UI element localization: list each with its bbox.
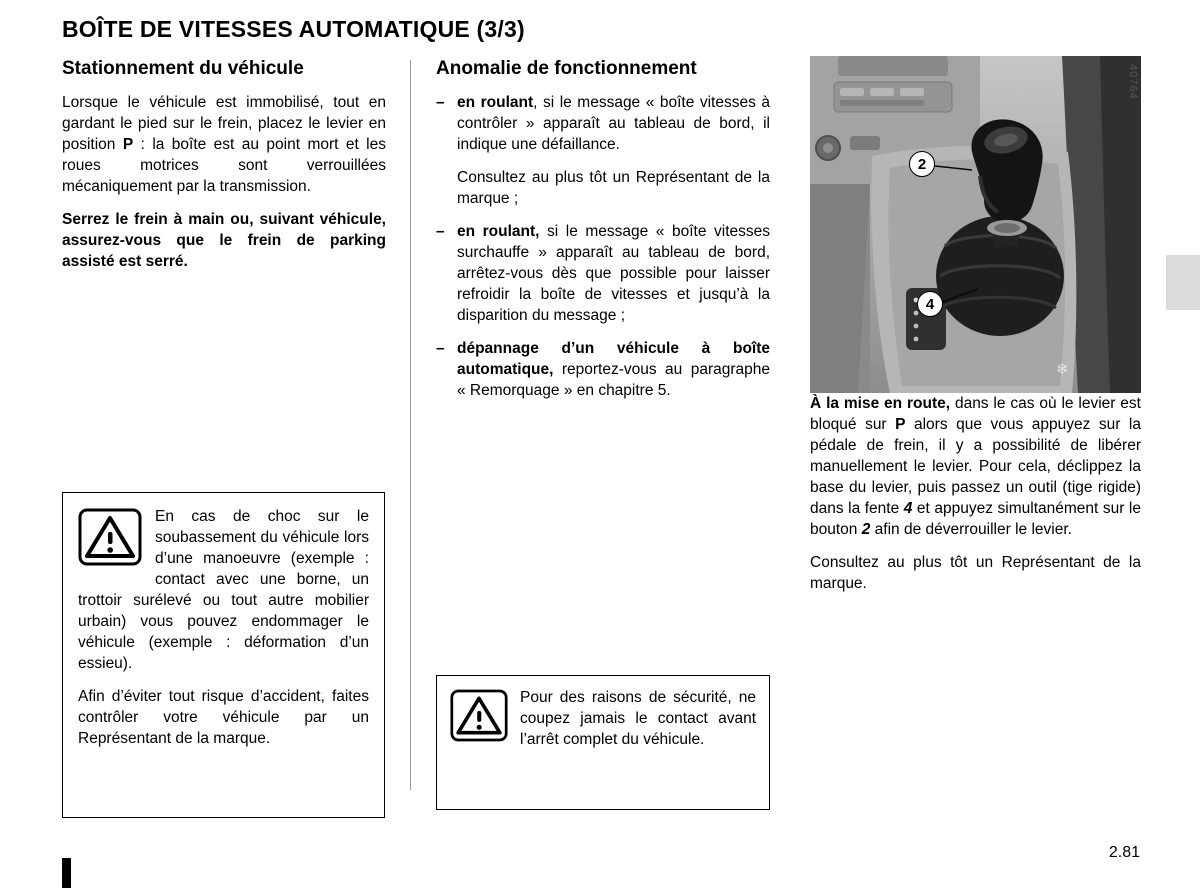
page-number: 2.81 [1108, 844, 1140, 861]
gear-position-p: P [895, 416, 906, 433]
gear-lever-photo [810, 56, 1141, 393]
gear-position-p: P [122, 136, 134, 153]
warning-underbody-text-1: En cas de choc sur le soubassement du véhicule lors d’une manoeuvre (exemple : contact avec une borne, un trottoir surélevé ou tout autre mobilier urbain) vous pouvez endommager le véhicule (exemple : déformation d’un essieu). [78, 508, 369, 672]
binding-mark [62, 858, 71, 888]
caption-lead: À la mise en route, [810, 395, 951, 412]
page-title: BOÎTE DE VITESSES AUTOMATIQUE (3/3) [62, 16, 525, 42]
button-ref-2: 2 [861, 521, 871, 538]
bullet-2-lead: en roulant, [457, 223, 540, 240]
caption-text: dans le cas où le levier est bloqué sur [810, 395, 1141, 433]
warning-ignition-text: Pour des raisons de sécurité, ne coupez jamais le contact avant l’arrêt complet du véhicule. [520, 689, 756, 748]
bullet-item-3 [436, 338, 770, 401]
chapter-edge-tab [1166, 255, 1200, 310]
section-heading-parking: Stationnement du véhicule [62, 58, 304, 79]
bullet-1-extra: Consultez au plus tôt un Représentant de la marque ; [457, 169, 770, 207]
callout-4: 4 [917, 291, 943, 317]
bullet-item-2 [436, 221, 770, 326]
bullet-1-lead: en roulant [457, 94, 534, 111]
bullet-2-rest: si le message « boîte vitesses surchauffe » apparaît au tableau de bord, arrêtez-vous dès que possible pour laisser refroidir la boîte de vitesses et jusqu’à la disparition du message ; [457, 223, 770, 324]
parking-p1-text-cont: : la boîte est au point mort et les roues motrices sont verrouillées mécaniquement par la transmission. [62, 136, 387, 195]
bullet-2-text [457, 221, 770, 326]
parking-paragraph-1 [62, 92, 386, 197]
callout-2: 2 [909, 151, 935, 177]
bullet-dash: – [436, 94, 445, 111]
middle-column [436, 58, 770, 413]
gear-lever-illustration [810, 56, 1141, 393]
svg-text:❄: ❄ [1056, 360, 1069, 378]
caption-text-4: afin de déverrouiller le levier. [870, 521, 1072, 538]
warning-underbody-text-2: Afin d’éviter tout risque d’accident, faites contrôler votre véhicule par un Représentant de la marque. [78, 688, 369, 747]
warning-box-underbody [62, 492, 385, 818]
bullet-3-text [457, 338, 770, 401]
bullet-3-lead: dépannage d’un véhicule à boîte automatique, [457, 340, 770, 378]
bullet-dash: – [436, 340, 445, 357]
parking-paragraph-2: Serrez le frein à main ou, suivant véhicule, assurez-vous que le frein de parking assisté est serré. [62, 211, 386, 270]
bullet-dash: – [436, 223, 445, 240]
slot-ref-4: 4 [903, 500, 913, 517]
left-column [62, 58, 386, 284]
consult-dealer-paragraph: Consultez au plus tôt un Représentant de la marque. [810, 554, 1141, 592]
photo-reference-number: 40764 [1127, 64, 1139, 100]
caption-text-3: et appuyez simultanément sur le bouton [810, 500, 1141, 538]
warning-triangle-icon [78, 508, 142, 566]
release-procedure-paragraph [810, 393, 1141, 540]
bullet-1-rest: , si le message « boîte vitesses à contrôler » apparaît au tableau de bord, il indique une défaillance. [457, 94, 770, 153]
parking-p1-text: Lorsque le véhicule est immobilisé, tout en gardant le pied sur le frein, placez le levier en position [62, 94, 386, 153]
warning-box-ignition [436, 675, 770, 810]
right-column [810, 56, 1141, 606]
warning-triangle-icon [450, 689, 508, 742]
section-heading-malfunction: Anomalie de fonctionnement [436, 58, 697, 79]
bullet-1-text [457, 92, 770, 155]
bullet-item-1 [436, 92, 770, 209]
bullet-3-rest: reportez-vous au paragraphe « Remorquage » en chapitre 5. [457, 361, 770, 399]
column-divider [410, 60, 411, 790]
caption-text-2: alors que vous appuyez sur la pédale de frein, il y a possibilité de libérer manuellement le levier. Pour cela, déclippez la base du levier, puis passez un outil (tige rigide) dans la fente [810, 416, 1141, 517]
